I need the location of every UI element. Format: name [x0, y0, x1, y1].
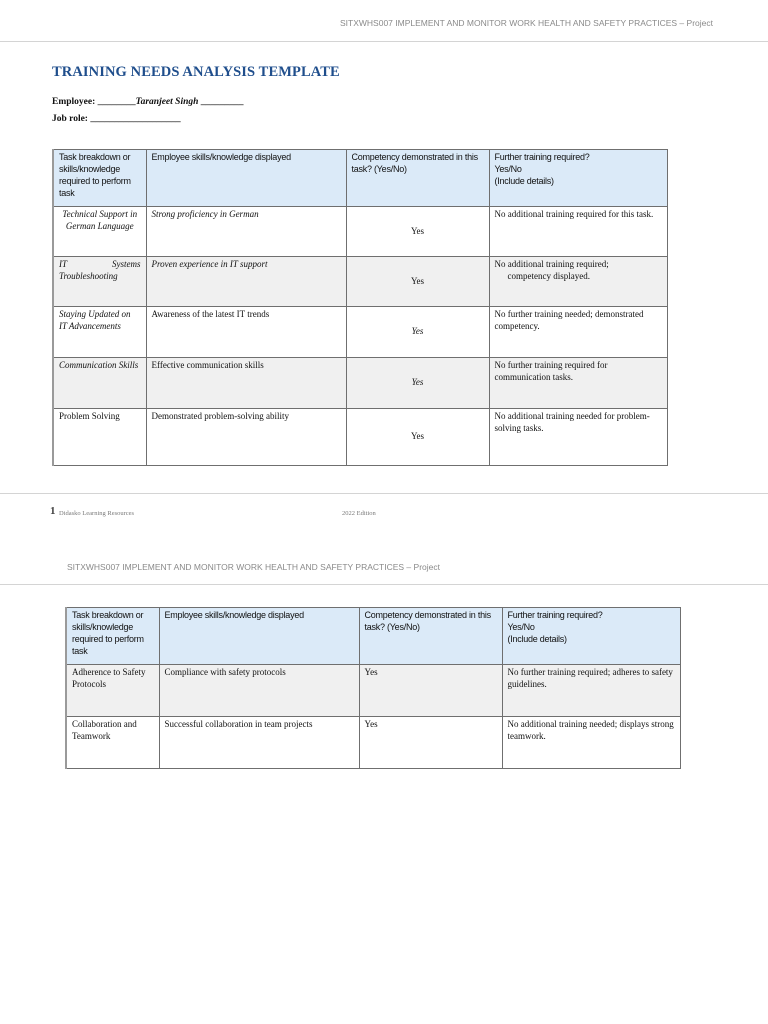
header-task: Task breakdown or skills/knowledge required to perform task [66, 608, 159, 665]
task-cell: Problem Solving [53, 409, 146, 466]
task-cell: Adherence to Safety Protocols [66, 665, 159, 717]
employee-blank-before: ________ [97, 97, 136, 107]
training-cell: No further training required; adheres to safety guidelines. [502, 665, 680, 717]
job-role-blank: ___________________ [90, 114, 181, 124]
competency-cell: Yes [346, 409, 489, 466]
employee-blank-after: _________ [200, 97, 244, 107]
footer-edition: 2022 Edition [342, 510, 376, 517]
training-line: competency displayed. [507, 270, 590, 281]
skills-cell: Successful collaboration in team projects [159, 717, 359, 769]
table-row [66, 665, 680, 717]
header-training-yesno: Yes/No [494, 163, 522, 174]
header-task: Task breakdown or skills/knowledge required to perform task [53, 150, 146, 207]
page-number: 1 [50, 505, 56, 517]
training-cell: No further training required for communication tasks. [489, 358, 667, 409]
training-cell: No additional training needed; displays strong teamwork. [502, 717, 680, 769]
employee-label: Employee: [52, 97, 96, 107]
table-header-row [66, 608, 680, 665]
task-cell [53, 257, 146, 307]
header-training-yesno: Yes/No [507, 621, 535, 632]
header-training [489, 150, 667, 207]
header-training-details: (Include details) [507, 633, 567, 644]
training-cell: No additional training needed for problem-solving tasks. [489, 409, 667, 466]
competency-cell: Yes [346, 257, 489, 307]
competency-cell: Yes [346, 358, 489, 409]
footer-rule [0, 493, 768, 494]
training-table [65, 607, 681, 769]
table-row [53, 207, 667, 257]
job-role-line [52, 114, 181, 124]
header-skills: Employee skills/knowledge displayed [146, 150, 346, 207]
table-row [66, 717, 680, 769]
table-row [53, 257, 667, 307]
training-table [52, 149, 668, 466]
page-title: TRAINING NEEDS ANALYSIS TEMPLATE [52, 64, 340, 80]
header-training-details: (Include details) [494, 175, 554, 186]
header-training-title: Further training required? [494, 152, 590, 162]
task-cell: Technical Support in German Language [53, 207, 146, 257]
header-skills: Employee skills/knowledge displayed [159, 608, 359, 665]
skills-cell: Compliance with safety protocols [159, 665, 359, 717]
skills-cell: Strong proficiency in German [146, 207, 346, 257]
task-cell: Collaboration and Teamwork [66, 717, 159, 769]
running-header: SITXWHS007 IMPLEMENT AND MONITOR WORK HEALTH AND SAFETY PRACTICES – Project [340, 18, 713, 28]
header-competency: Competency demonstrated in this task? (Yes/No) [346, 150, 489, 207]
table-row [53, 409, 667, 466]
skills-cell: Demonstrated problem-solving ability [146, 409, 346, 466]
header-rule [0, 41, 768, 42]
training-cell: No additional training required for this task. [489, 207, 667, 257]
competency-cell: Yes [359, 665, 502, 717]
task-word: Systems [112, 259, 141, 269]
task-cell: Communication Skills [53, 358, 146, 409]
running-header: SITXWHS007 IMPLEMENT AND MONITOR WORK HEALTH AND SAFETY PRACTICES – Project [67, 562, 440, 572]
training-cell: No further training needed; demonstrated competency. [489, 307, 667, 358]
table-row [53, 358, 667, 409]
job-role-label: Job role: [52, 114, 88, 124]
training-line: No additional training required; [494, 259, 609, 269]
table-row [53, 307, 667, 358]
header-competency: Competency demonstrated in this task? (Yes/No) [359, 608, 502, 665]
competency-cell: Yes [346, 307, 489, 358]
footer-publisher: Didasko Learning Resources [59, 510, 135, 517]
header-training-title: Further training required? [507, 610, 603, 620]
task-word: IT [59, 259, 67, 269]
skills-cell: Effective communication skills [146, 358, 346, 409]
skills-cell: Awareness of the latest IT trends [146, 307, 346, 358]
skills-cell: Proven experience in IT support [146, 257, 346, 307]
employee-name: Taranjeet Singh [135, 97, 199, 107]
task-cell-line [59, 259, 141, 271]
task-cell-line: Troubleshooting [59, 270, 118, 281]
competency-cell: Yes [346, 207, 489, 257]
employee-line [52, 97, 244, 107]
competency-cell: Yes [359, 717, 502, 769]
header-rule [0, 584, 768, 585]
table-header-row [53, 150, 667, 207]
task-cell: Staying Updated on IT Advancements [53, 307, 146, 358]
header-training [502, 608, 680, 665]
training-cell [489, 257, 667, 307]
